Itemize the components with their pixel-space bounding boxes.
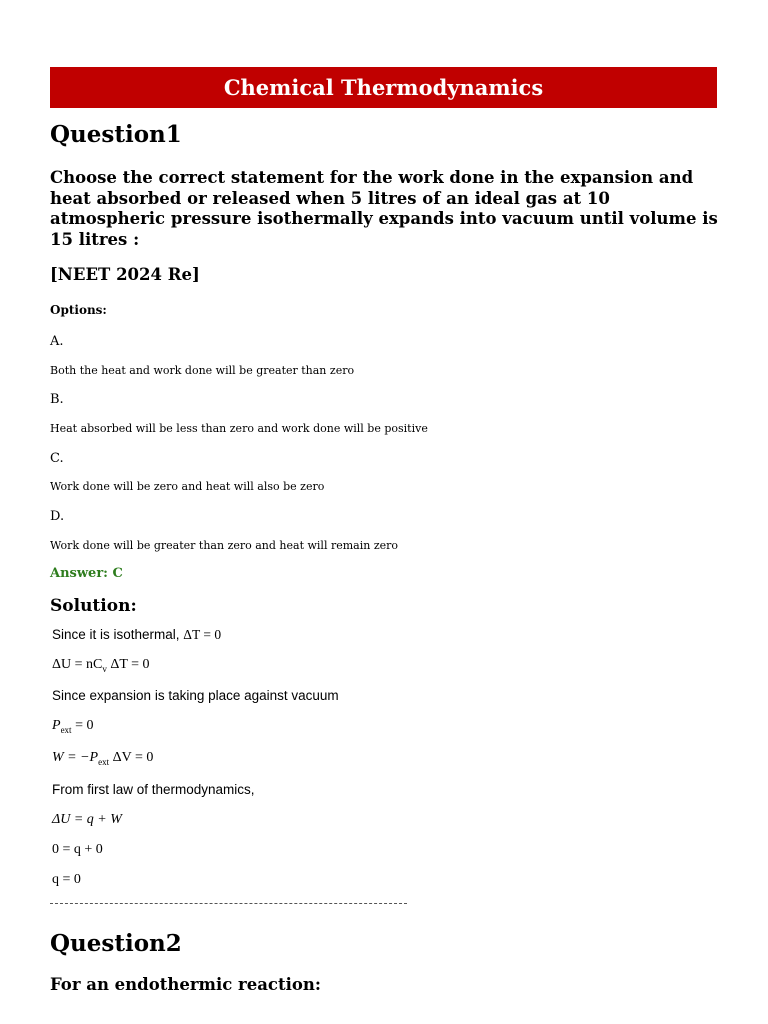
solution-heading: Solution: <box>50 596 137 616</box>
page-title: Chemical Thermodynamics <box>223 75 544 100</box>
answer-label: Answer: C <box>50 566 123 581</box>
solution-line-isothermal: Since it is isothermal, ΔT = 0 <box>52 627 222 642</box>
solution-line-first-law: From first law of thermodynamics, <box>52 782 255 797</box>
solution-eq-delta-u: $\Delta U = nC_v$ ΔT = 0 <box>52 657 150 674</box>
solution-eq-first-law: ΔU = q + W <box>52 812 122 827</box>
option-a-text: Both the heat and work done will be greater than zero <box>50 364 355 377</box>
title-banner <box>50 67 717 108</box>
solution-eq-work: $W = -P_{ext}$ ΔV = 0 <box>52 750 154 767</box>
option-d-text: Work done will be greater than zero and heat will remain zero <box>50 539 399 552</box>
solution-eq-zero: 0 = q + 0 <box>52 842 103 857</box>
question2-text: For an endothermic reaction: <box>50 975 321 994</box>
section-divider <box>50 903 407 904</box>
option-d-letter: D. <box>50 509 65 524</box>
solution-eq-pext: $P_{ext} = 0$ <box>52 718 94 735</box>
question1-text: Choose the correct statement for the work done in the expansion and heat absorbed or released when 5 litres of an ideal gas at 10 atmospheric pressure isothermally expands into vacuum until volume is 15 litres : <box>50 168 718 249</box>
option-b-letter: B. <box>50 392 64 407</box>
option-c-letter: C. <box>50 451 64 466</box>
options-label: Options: <box>50 303 107 317</box>
solution-line-vacuum: Since expansion is taking place against vacuum <box>52 688 339 703</box>
solution-eq-q: q = 0 <box>52 872 81 887</box>
question1-heading: Question1 <box>50 121 182 148</box>
option-a-letter: A. <box>50 334 64 349</box>
option-c-text: Work done will be zero and heat will also be zero <box>50 480 325 493</box>
exam-tag: [NEET 2024 Re] <box>50 265 200 284</box>
question2-heading: Question2 <box>50 930 182 957</box>
option-b-text: Heat absorbed will be less than zero and work done will be positive <box>50 422 428 435</box>
